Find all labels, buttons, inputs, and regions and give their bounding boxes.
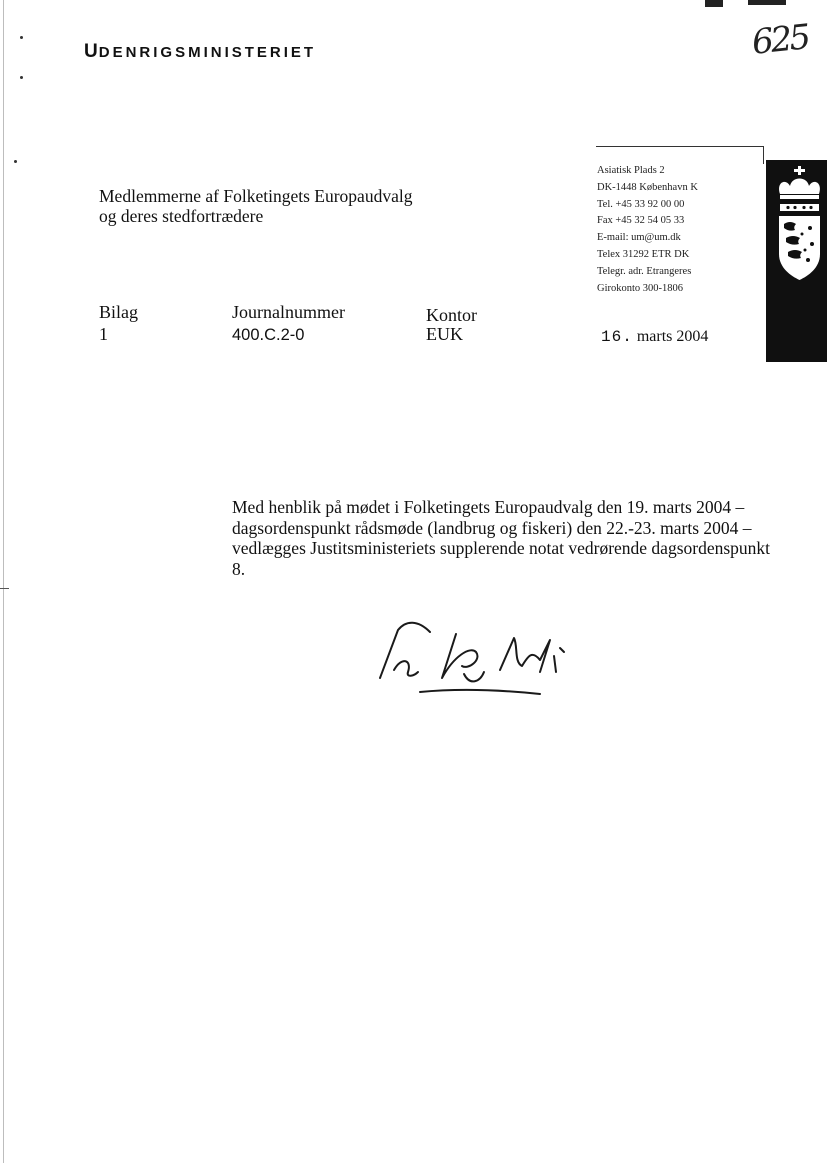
royal-crest-icon: [772, 164, 827, 284]
ministry-name: [84, 41, 316, 63]
address-line: DK-1448 København K: [597, 181, 698, 193]
scan-mark: [705, 0, 723, 7]
address-rule: [596, 146, 764, 147]
recipient-line: og deres stedfortrædere: [99, 206, 264, 226]
left-margin-line: [3, 0, 4, 1163]
ministry-name-initial: U: [84, 41, 99, 62]
address-line: Telex 31292 ETR DK: [597, 248, 690, 260]
address-line: Tel. +45 33 92 00 00: [597, 198, 685, 210]
sender-address: [597, 163, 698, 297]
body-line: Med henblik på mødet i Folketingets Europaudvalg den 19. marts 2004 –: [232, 497, 745, 517]
handwritten-number: 625: [750, 17, 810, 63]
kontor-value: EUK: [426, 324, 463, 344]
scan-speck: [20, 76, 23, 79]
journal-label: Journalnummer: [232, 302, 345, 322]
scan-mark: [748, 0, 786, 5]
scan-speck: [20, 36, 23, 39]
letter-body: [232, 497, 777, 579]
address-line: Telegr. adr. Etrangeres: [597, 265, 692, 277]
address-line: Asiatisk Plads 2: [597, 165, 665, 176]
recipient-block: [99, 186, 412, 226]
body-line: dagsordenspunkt rådsmøde (landbrug og fiskeri) den 22.-23. marts 2004 –: [232, 517, 752, 538]
address-line: Fax +45 32 54 05 33: [597, 215, 685, 227]
date-month-year: marts 2004: [636, 328, 709, 345]
date-day: 16.: [601, 328, 633, 346]
address-rule-tick: [763, 146, 764, 164]
kontor-label: Kontor: [426, 305, 477, 325]
left-margin-dash: [0, 588, 9, 589]
ministry-name-rest: DENRIGSMINISTERIET: [98, 44, 317, 61]
scan-speck: [14, 160, 17, 163]
bilag-value: 1: [99, 324, 108, 344]
handwritten-signature: [372, 616, 582, 704]
journal-value: 400.C.2-0: [232, 326, 305, 344]
recipient-line: Medlemmerne af Folketingets Europaudvalg: [99, 186, 413, 206]
body-line: vedlægges Justitsministeriets supplerende notat vedrørende dagsordenspunkt: [232, 538, 771, 558]
bilag-label: Bilag: [99, 302, 138, 322]
body-line: 8.: [232, 558, 246, 579]
letter-date: [601, 328, 708, 346]
address-line: Girokonto 300-1806: [597, 282, 684, 294]
address-line: E-mail: um@um.dk: [597, 232, 681, 244]
